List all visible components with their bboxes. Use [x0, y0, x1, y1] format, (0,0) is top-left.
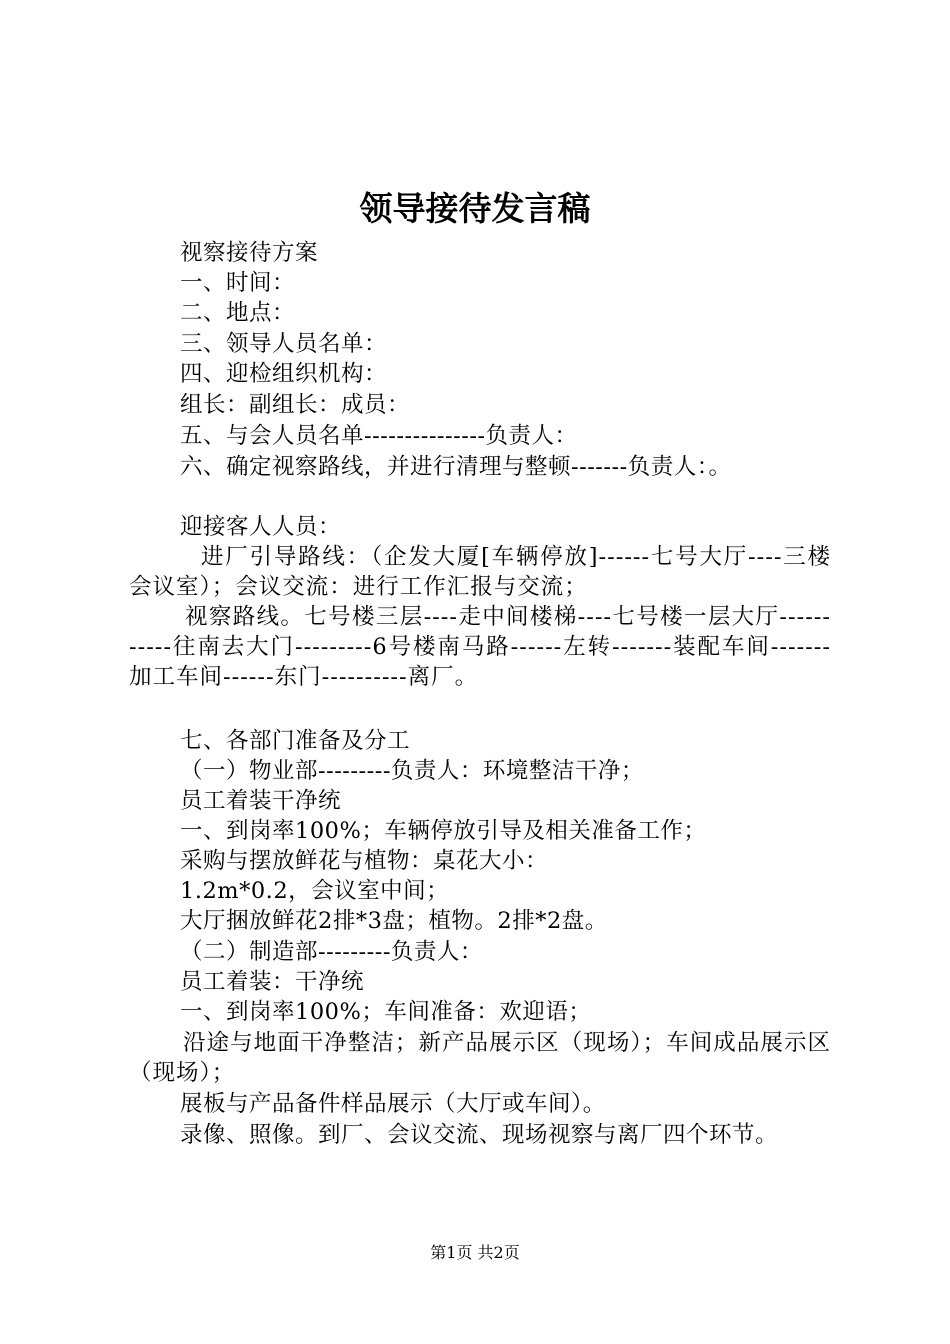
text-line: 一、时间：	[180, 270, 296, 296]
text-line: 员工着装：干净统	[180, 969, 365, 995]
text-line: （二）制造部---------负责人：	[180, 939, 483, 965]
text-line: 三、领导人员名单：	[180, 331, 388, 357]
text-line: 录像、照像。到厂、会议交流、现场视察与离厂四个环节。	[180, 1122, 779, 1148]
document-title: 领导接待发言稿	[359, 189, 591, 228]
text-line: （一）物业部---------负责人：环境整洁干净；	[180, 758, 644, 784]
text-paragraph: 沿途与地面干净整洁；新产品展示区（现场）；车间成品展示区（现场）；	[129, 1030, 831, 1086]
text-line: 员工着装干净统	[180, 788, 342, 814]
text-line: 组长：副组长：成员：	[180, 392, 411, 418]
text-line: 四、迎检组织机构：	[180, 361, 388, 387]
text-line: 一、到岗率100%；车间准备：欢迎语；	[180, 999, 592, 1025]
text-paragraph: 进厂引导路线：（企发大厦[车辆停放]------七号大厅----三楼会议室）；会议交流：进行工作汇报与交流；	[129, 544, 831, 600]
text-line: 二、地点：	[180, 300, 296, 326]
text-line: 1.2m*0.2，会议室中间；	[180, 878, 450, 904]
text-line: 七、各部门准备及分工	[180, 728, 411, 754]
text-line: 五、与会人员名单---------------负责人：	[180, 423, 578, 449]
text-line: 六、确定视察路线，并进行清理与整顿-------负责人：。	[180, 454, 732, 480]
text-line: 大厅捆放鲜花2排*3盘；植物。2排*2盘。	[180, 908, 608, 934]
text-line: 视察接待方案	[180, 240, 319, 266]
text-line: 迎接客人人员：	[180, 514, 342, 540]
text-paragraph: 视察路线。七号楼三层----走中间楼梯----七号楼一层大厅-----------往南去大门---------6号楼南马路------左转-------装配车间-------加工车间------东门----------离厂。	[129, 604, 831, 690]
page-footer: 第1页 共2页	[430, 1243, 520, 1262]
text-line: 一、到岗率100%；车辆停放引导及相关准备工作；	[180, 818, 707, 844]
text-line: 采购与摆放鲜花与植物：桌花大小：	[180, 848, 549, 874]
text-line: 展板与产品备件样品展示（大厅或车间）。	[180, 1091, 606, 1117]
